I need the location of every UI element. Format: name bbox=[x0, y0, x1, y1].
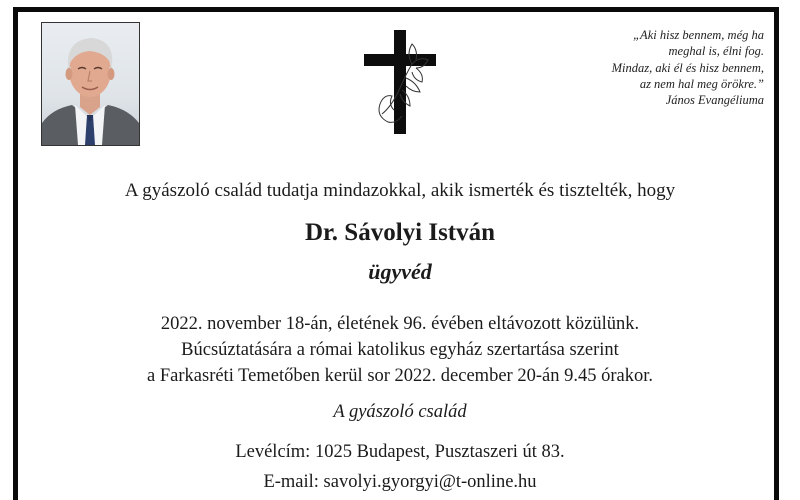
email-label: E-mail: bbox=[263, 472, 324, 492]
contact-info bbox=[0, 437, 800, 497]
quote-line: meghal is, élni fog. bbox=[668, 44, 764, 59]
notice-line: a Farkasréti Temetőben kerül sor 2022. december 20-án 9.45 órakor. bbox=[147, 366, 653, 386]
family-signature: A gyászoló család bbox=[333, 402, 467, 422]
email-line bbox=[0, 467, 800, 497]
deceased-name: Dr. Sávolyi István bbox=[304, 219, 496, 246]
postal-address: Levélcím: 1025 Budapest, Pusztaszeri út 83. bbox=[235, 442, 565, 462]
quote-line: „Aki hisz bennem, még ha bbox=[633, 28, 764, 42]
quote-line: Mindaz, aki él és hisz bennem, bbox=[611, 60, 764, 75]
notice-line: Búcsúztatására a római katolikus egyház szertartása szerint bbox=[181, 340, 619, 360]
quote-source: János Evangéliuma bbox=[665, 93, 764, 108]
notice-intro: A gyászoló család tudatja mindazokkal, akik ismerték és tisztelték, hogy bbox=[124, 180, 676, 201]
cross-with-lily-icon bbox=[362, 30, 438, 134]
notice-body bbox=[0, 311, 800, 389]
deceased-title: ügyvéd bbox=[368, 259, 432, 284]
bible-quote bbox=[524, 27, 764, 108]
email-link[interactable]: savolyi.gyorgyi@t-online.hu bbox=[323, 472, 537, 492]
quote-line: az nem hal meg örökre.” bbox=[639, 76, 764, 91]
portrait-photo bbox=[41, 22, 140, 146]
notice-line: 2022. november 18-án, életének 96. évében eltávozott közülünk. bbox=[160, 314, 640, 334]
